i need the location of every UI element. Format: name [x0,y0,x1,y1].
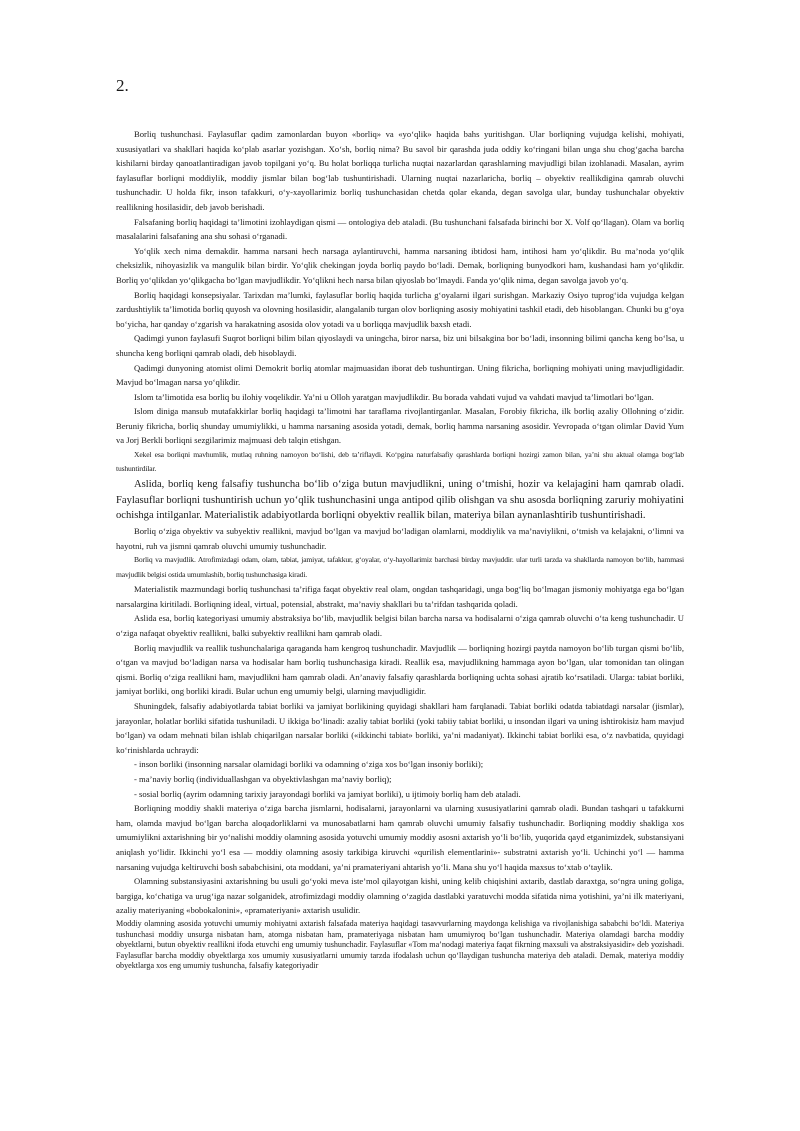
paragraph: Borliq tushunchasi. Faylasuflar qadim zamonlardan buyon «borliq» va «yo‘qlik» haqida bahs yuritishgan. Ular borliqning vujudga kelishi, mohiyati, xususiyatlari va shakllari haqida ko‘plab asarlar yozishgan. Xo‘sh, borliq nima? Bu savol bir qarashda juda oddiy ko‘ringani bilan unga shu chog‘gacha barcha kishilarni birday qanoatlantiradigan javob topilgani yo‘q. Bu holat borliqqa turlicha nuqtai nazarlardan qarashlarning mavjudligi bilan izohlanadi. Masalan, ayrim faylasuflar borliqni moddiylik, moddiy jismlar bilan bog‘lab tushuntirishadi. Ularning nuqtai nazarlaricha, borliq – obyektiv reallikdigina qamrab oluvchi tushunchadir. U holda fikr, inson tafakkuri, o‘y-xayollarimiz borliq tushunchasidan chetda qolar ekanda, degan savolga ular, bunday tushunchalar obyektiv reallikning hosilasidir, deb javob berishadi. [116,129,684,212]
paragraph-emphasis: Aslida, borliq keng falsafiy tushuncha bo‘lib o‘ziga butun mavjudlikni, uning o‘tmishi, hozir va kelajagini ham qamrab oladi. Faylasuflar borliqni tushuntirish uchun yo‘qlik tushunchasini unga antipod qilib olishgan va shu asosda borliqning zaruriy mohiyatini ochishga intilganlar. Materialistik adabiyotlarda borliqni obyektiv reallik bilan, materiya bilan aynanlashtirib tushuntirishadi. [116,478,684,522]
paragraph: Falsafaning borliq haqidagi ta’limotini izohlaydigan qismi — ontologiya deb ataladi. (Bu tushunchani falsafada birinchi bor X. Volf qo‘llagan). Olam va borliq masalalarini falsafaning ana shu sohasi o‘rganadi. [116,216,684,242]
paragraph: Islom diniga mansub mutafakkirlar borliq haqidagi ta’limotni har taraflama rivojlantirganlar. Masalan, Forobiy fikricha, ilk borliq azaliy Ollohning o‘zidir. Beruniy fikricha, borliq shunday umumiylikki, u hamma narsaning asosida yotadi, demak, borliq hamma narsaning asosidir. Yevropada o‘tgan olimlar David Yum va Jorj Berkli borliqni sezgilarimiz majmuasi deb talqin etishgan. [116,406,684,446]
paragraph: Yo‘qlik xech nima demakdir. hamma narsani hech narsaga aylantiruvchi, hamma narsaning ibtidosi ham, intihosi ham yo‘qlikdir. Bu ma’noda yo‘qlik cheksizlik, nihoyasizlik va mangulik bilan birdir. Yo‘qlik chekingan joyda borliq paydo bo‘ladi. Demak, borliqning bunyodkori ham, kushandasi ham yo‘qlikdir. Borliq yo‘qlikdan yo‘qlikgacha bo‘lgan mavjudlikdir. Yo‘qlikni hech narsa bilan qiyoslab bo‘lmaydi. Fanda yo‘qlik nima, degan savolga javob yo‘q. [116,245,684,285]
paragraph: Borliq mavjudlik va reallik tushunchalariga qaraganda ham kengroq tushunchadir. Mavjudlik — borliqning hozirgi paytda namoyon bo‘lib turgan qismi bo‘lib, o‘tgan va mavjud bo‘ladigan narsa va hodisalar ham borliq tushunchasiga kiradi. Reallik esa, mavjudlikning hammaga ayon bo‘lgan, ular tomonidan tan olingan qismi. Borliq o‘ziga reallikni ham, mavjudlikni ham qamrab oladi. An’anaviy falsafiy qarashlarda borliqning uchta sohasi ajratib ko‘rsatiladi. Ularga: tabiat borliki, jamiyat borliki, ong borliki kiradi. Bular uchun eng umumiy belgi, ularning mavjudligidir. [116,642,684,697]
paragraph: Shuningdek, falsafiy adabiyotlarda tabiat borliki va jamiyat borlikining quyidagi shakllari ham farqlanadi. Tabiat borliki odatda tabiatdagi narsalar (jismlar), jarayonlar, holatlar borliki sifatida tushuniladi. U ikkiga bo‘linadi: azaliy tabiat borliki (yoki tabiiy tabiat borliki, u insondan ilgari va uning ishtirokisiz ham mavjud bo‘lgan) va odam mehnati bilan ishlab chiqarilgan narsalar borliki («ikkinchi tabiat» borliki, ya’ni madaniyat). Ikkinchi tabiat borliki esa, o‘z navbatida, quyidagi ko‘rinishlarda uchraydi: [116,701,684,755]
document-body [116,127,684,972]
list-item: - sosial borliq (ayrim odamning tarixiy jarayondagi borliki va jamiyat borliki), u ijtimoiy borliq ham deb ataladi. [134,788,521,799]
paragraph: Olamning substansiyasini axtarishning bu usuli go‘yoki meva iste’mol qilayotgan kishi, uning kelib chiqishini axtarib, dastlab daraxtga, so‘ngra uning goliga, bargiga, ko‘chatiga va urug‘iga nazar solganidek, atrofimizdagi moddiy olamning o‘zagida dastlabki yaratuvchi modda sifatida nima yotishini, ya’ni ilk materiyani, azaliy materiyaning «bobokalonini», «pramateriyani» axtarish usulidir. [116,876,684,916]
paragraph-tail: Moddiy olamning asosida yotuvchi umumiy mohiyatni axtarish falsafada materiya haqidagi tasavvurlarning maydonga kelishiga va rivojlanishiga sababchi bo‘ldi. Materiya tushunchasi moddiy unsurga nisbatan ham, atomga nisbatan ham, pramateriyaga nisbatan ham umumiyroq bo‘lgan tushunchadir. Materiya olamdagi barcha moddiy obyektlarni, butun obyektiv reallikni ifoda etuvchi eng umumiy tushunchadir. Faylasuflar «Tom ma’nodagi materiya faqat fikrning maxsuli va abstraksiyasidir» deb yozishadi. Faylasuflar barcha moddiy obyektlarga xos umumiy xususiyatlarni umumiy tarzda ifodalash uchun qo‘llaydigan tushuncha materiya deb ataladi. Demak, materiya moddiy obyektlarga xos eng umumiy tushuncha, falsafiy kategoriyadir [116,918,684,971]
list-item: - ma’naviy borliq (individuallashgan va obyektivlashgan ma’naviy borliq); [134,773,392,784]
paragraph: Borliq haqidagi konsepsiyalar. Tarixdan ma’lumki, faylasuflar borliq haqida turlicha g‘oyalarni ilgari surishgan. Markaziy Osiyo tuprog‘ida vujudga kelgan zardushtiylik ta’limotida borliq quyosh va olovning hosilasidir, alangalanib turgan olov borliqning asosiy mohiyatini tashkil etadi, deb hisoblangan. Chunki bu g‘oya bo‘yicha, har qanday o‘zgarish va harakatning asosida olov yotadi va u borliqqa mavjudlik baxsh etadi. [116,289,684,329]
paragraph: Materialistik mazmundagi borliq tushunchasi ta’rifiga faqat obyektiv real olam, ongdan tashqaridagi, unga bog‘liq bo‘lmagan jismoniy mohiyatga ega bo‘lgan narsalargina kiritiladi. Borliqning ideal, virtual, potensial, abstrakt, ma’naviy shakllari bu ta’rifdan tashqarida qoladi. [116,584,684,609]
section-number-heading: 2. [116,76,129,95]
list-item: - inson borliki (insonning narsalar olamidagi borliki va odamning o‘ziga xos bo‘lgan insoniy borliki); [134,759,484,770]
paragraph: Aslida esa, borliq kategoriyasi umumiy abstraksiya bo‘lib, mavjudlik belgisi bilan barcha narsa va hodisalarni o‘ziga qamrab oluvchi o‘ta keng tushunchadir. U o‘ziga nafaqat obyektiv reallikni, balki subyektiv reallikni ham qamrab oladi. [116,613,684,639]
paragraph-condensed: Xekel esa borliqni mavhumlik, mutlaq ruhning namoyon bo‘lishi, deb ta’riflaydi. Ko‘pgina naturfalsafiy qarashlarda borliqni hozirgi zamon bilan, ya’ni shu aktual olamga bog‘lab tushuntirdilar. [116,450,684,474]
paragraph: Borliqning moddiy shakli materiya o‘ziga barcha jismlarni, hodisalarni, jarayonlarni va ularning xususiyatlarini qamrab oladi. Bundan tashqari u tafakkurni ham, olamda mavjud bo‘lgan barcha aloqadorliklarni va munosabatlarni ham qamrab oluvchi umumiy falsafiy tushunchadir. Borliqning moddiy shakliga xos umumiylikni axtarishning bir yo‘nalishi moddiy olamning asosida yotuvchi umumiy moddiy asosni axtarish yo‘li bo‘lib, yuqorida qayd etganimizdek, substansiyani aniqlash yo‘lidir. Ikkinchi yo‘l esa — moddiy olamning asosiy tarkibiga kiruvchi «qurilish elementlarini»- substratni axtarish yo‘li. Uchinchi yo‘l — hamma narsaning vujudga keltiruvchi bosh sababchisini, ota moddani, ya’ni pramateriyani ahtarish yo‘li. Mana shu yo‘l haqida maxsus to‘xtab o‘taylik. [116,803,684,872]
paragraph: Qadimgi yunon faylasufi Suqrot borliqni bilim bilan qiyoslaydi va uningcha, biror narsa, biz uni bilsakgina bor bo‘ladi, insonning bilimi qancha keng bo‘lsa, u shuncha keng borliqni qamrab oladi, deb hisoblaydi. [116,333,684,358]
paragraph-condensed: Borliq va mavjudlik. Atrofimizdagi odam, olam, tabiat, jamiyat, tafakkur, g‘oyalar, o‘y-hayollarimiz barchasi birday mavjuddir. ular turli tarzda va shakllarda namoyon bo‘lib, hammasi mavjudlik belgisi ostida umumlashib, borliq tushunchasiga kiradi. [116,555,684,579]
paragraph: Borliq o‘ziga obyektiv va subyektiv reallikni, mavjud bo‘lgan va mavjud bo‘ladigan olamlarni, moddiylik va ma’naviylikni, o‘tmish va kelajakni, o‘limni va hayotni, ruh va jismni qamrab oluvchi umumiy tushunchadir. [116,526,684,551]
paragraph: Islom ta’limotida esa borliq bu ilohiy voqelikdir. Ya’ni u Olloh yaratgan mavjudlikdir. Bu borada vahdati vujud va vahdati mavjud ta’limotlari bo‘lgan. [134,391,654,402]
paragraph: Qadimgi dunyoning atomist olimi Demokrit borliq atomlar majmuasidan iborat deb tushuntirgan. Uning fikricha, borliqning mohiyati uning mavjudligidadir. Mavjud bo‘lmagan narsa yo‘qlikdir. [116,362,684,388]
